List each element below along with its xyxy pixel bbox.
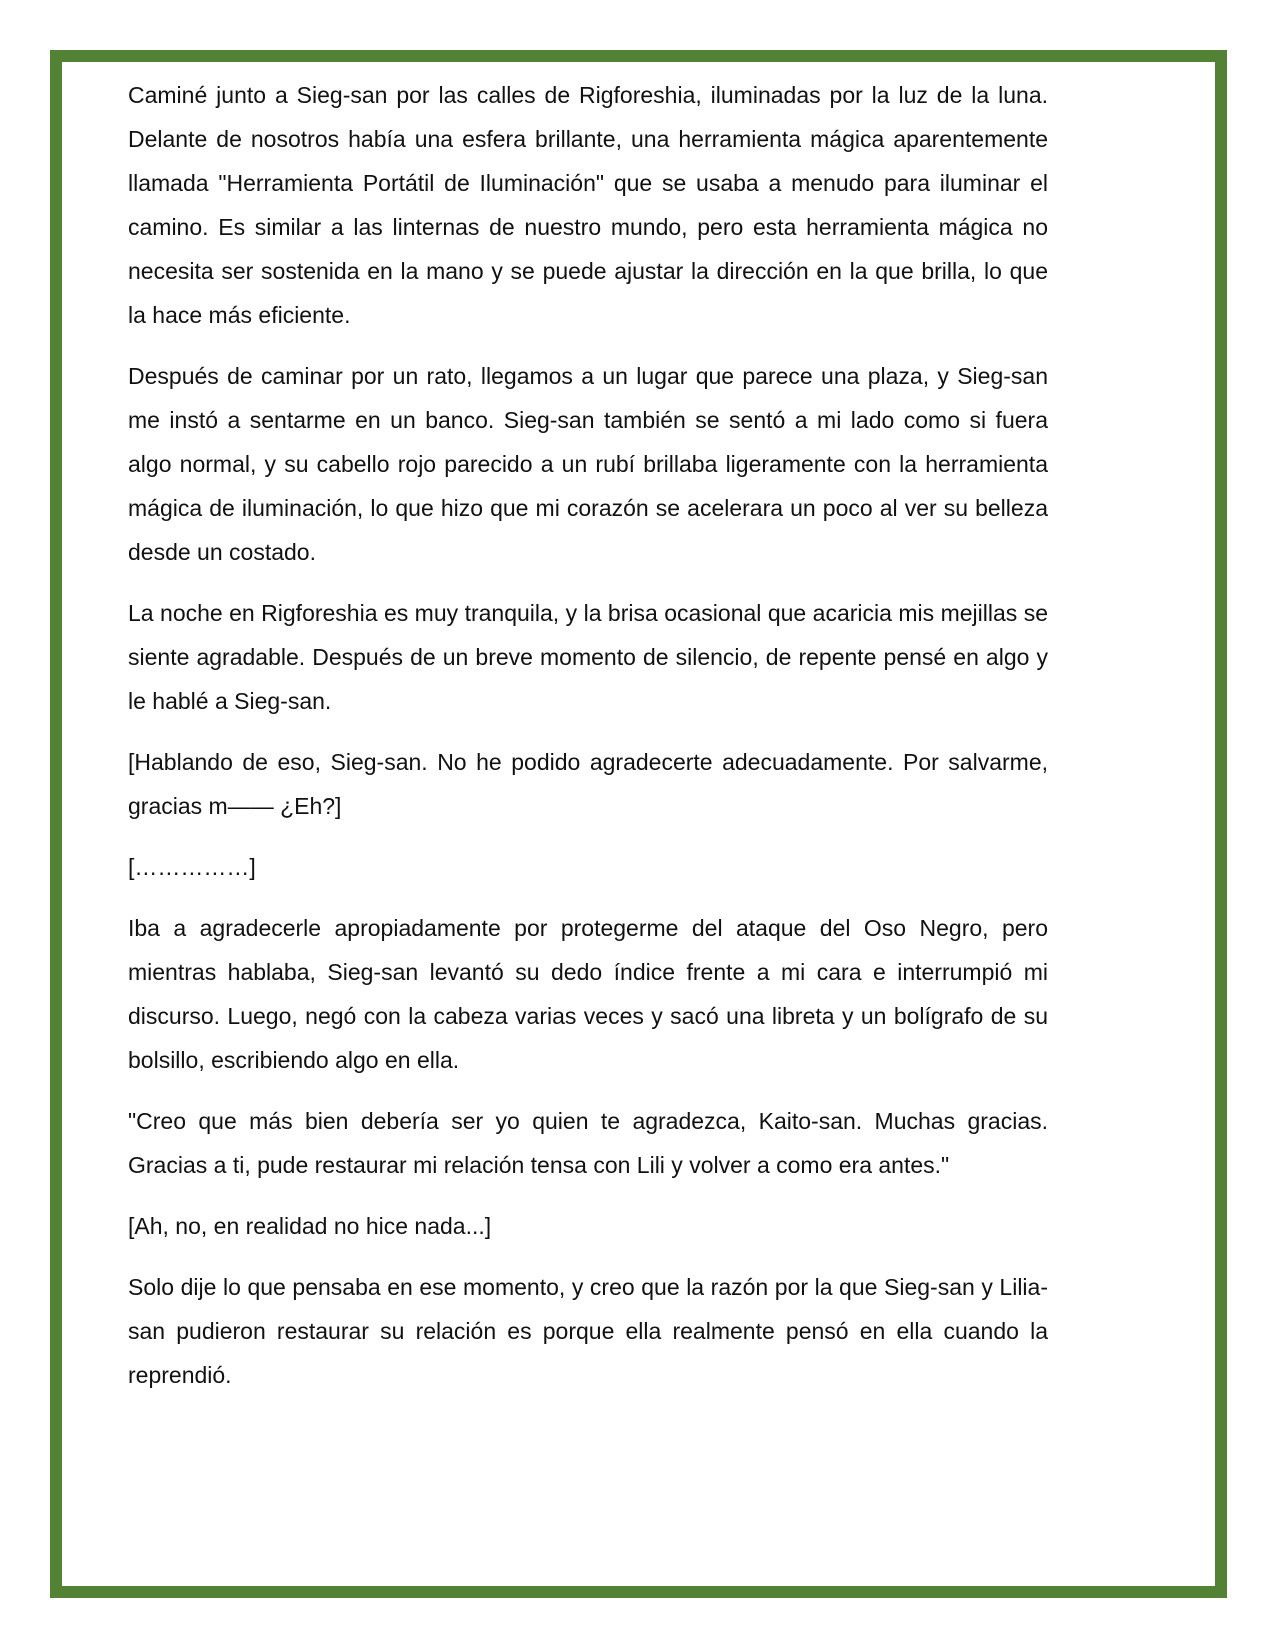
paragraph-2: Después de caminar por un rato, llegamos a un lugar que parece una plaza, y Sieg-san me instó a sentarme en un banco. Sieg-san también se sentó a mi lado como si fuera algo normal, y su cabello rojo parecido a un rubí brillaba ligeramente con la herramienta mágica de iluminación, lo que hizo que mi corazón se acelerara un poco al ver su belleza desde un costado. <box>128 363 1048 565</box>
paragraph-7: "Creo que más bien debería ser yo quien te agradezca, Kaito-san. Muchas gracias. Gracias a ti, pude restaurar mi relación tensa con Lili y volver a como era antes." <box>128 1108 1048 1178</box>
document-body <box>128 73 1048 1414</box>
paragraph-8: [Ah, no, en realidad no hice nada...] <box>128 1213 492 1239</box>
paragraph-5: [……………] <box>128 854 256 880</box>
paragraph-6: Iba a agradecerle apropiadamente por protegerme del ataque del Oso Negro, pero mientras hablaba, Sieg-san levantó su dedo índice frente a mi cara e interrumpió mi discurso. Luego, negó con la cabeza varias veces y sacó una libreta y un bolígrafo de su bolsillo, escribiendo algo en ella. <box>128 915 1048 1073</box>
paragraph-9: Solo dije lo que pensaba en ese momento, y creo que la razón por la que Sieg-san y Lilia-san pudieron restaurar su relación es porque ella realmente pensó en ella cuando la reprendió. <box>128 1274 1048 1388</box>
paragraph-4: [Hablando de eso, Sieg-san. No he podido agradecerte adecuadamente. Por salvarme, gracias m—— ¿Eh?] <box>128 749 1048 819</box>
paragraph-1: Caminé junto a Sieg-san por las calles de Rigforeshia, iluminadas por la luz de la luna. Delante de nosotros había una esfera brillante, una herramienta mágica aparentemente llamada "Herramienta Portátil de Iluminación" que se usaba a menudo para iluminar el camino. Es similar a las linternas de nuestro mundo, pero esta herramienta mágica no necesita ser sostenida en la mano y se puede ajustar la dirección en la que brilla, lo que la hace más eficiente. <box>128 82 1048 328</box>
paragraph-3: La noche en Rigforeshia es muy tranquila, y la brisa ocasional que acaricia mis mejillas se siente agradable. Después de un breve momento de silencio, de repente pensé en algo y le hablé a Sieg-san. <box>128 600 1048 714</box>
